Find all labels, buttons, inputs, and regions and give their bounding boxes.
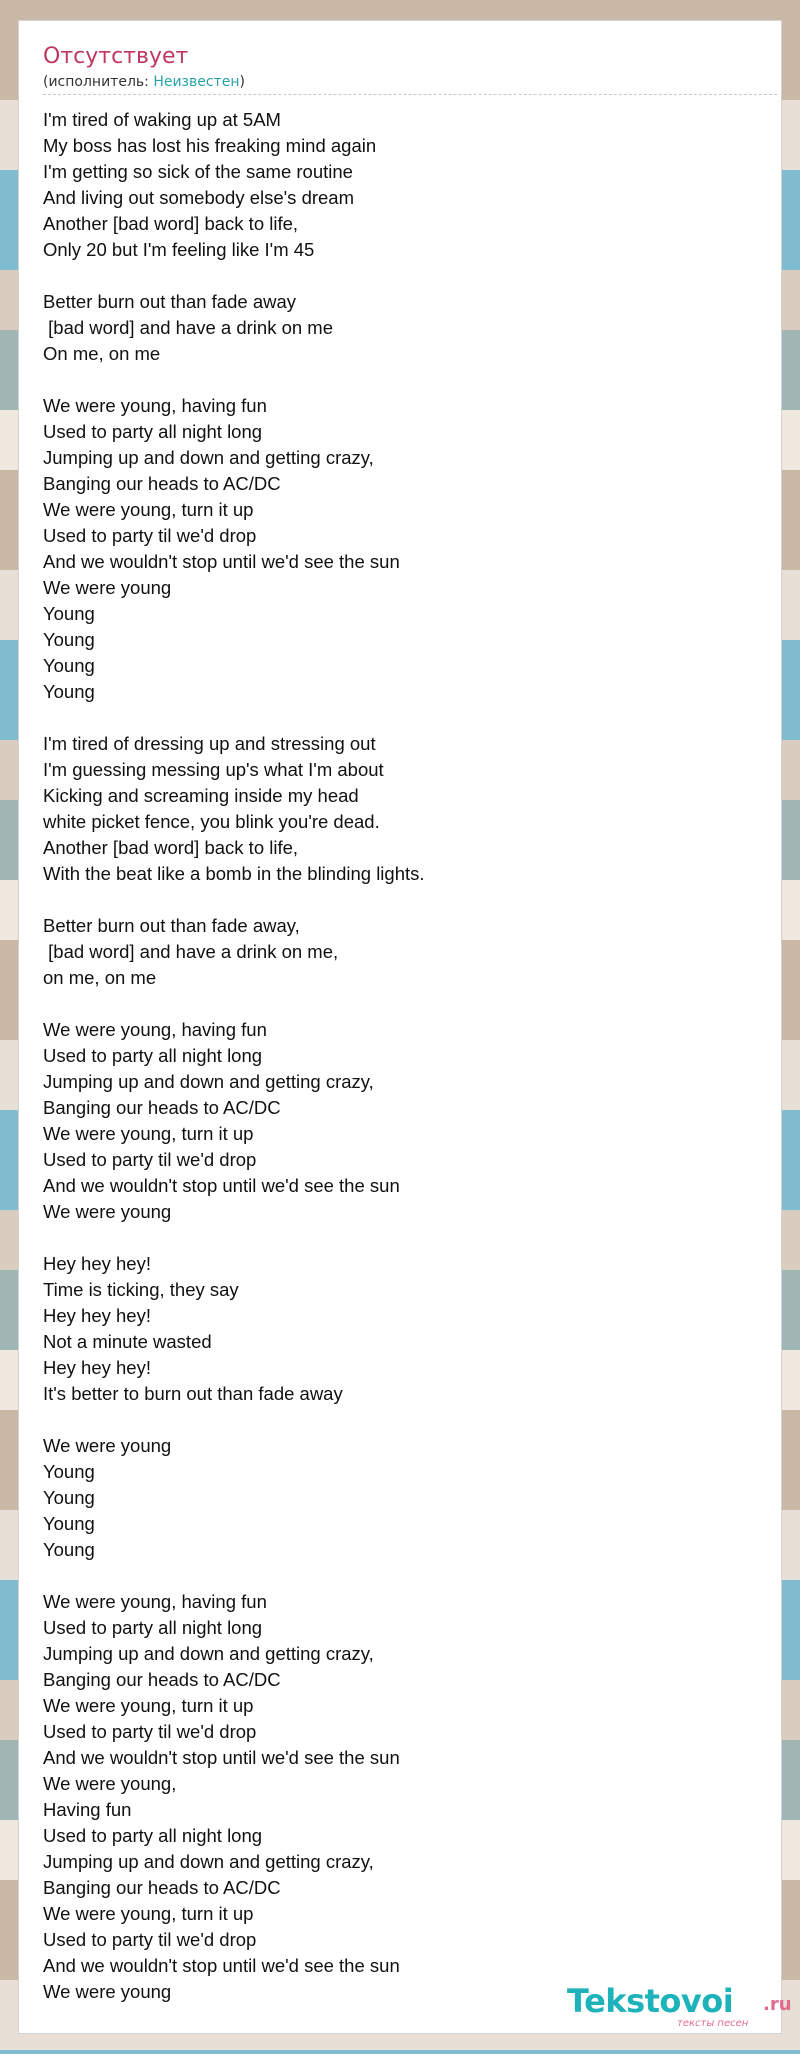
lyric-line: [bad word] and have a drink on me, xyxy=(43,941,339,962)
lyric-line: Not a minute wasted xyxy=(43,1331,212,1352)
lyric-line: We were young, turn it up xyxy=(43,1123,254,1144)
artist-link[interactable]: Неизвестен xyxy=(153,74,240,90)
lyric-line: We were young xyxy=(43,577,172,598)
lyric-line xyxy=(43,705,763,731)
lyric-line: Better burn out than fade away xyxy=(43,291,297,312)
lyric-line: on me, on me xyxy=(43,967,157,988)
lyric-line: Having fun xyxy=(43,1799,132,1820)
lyric-line: Used to party all night long xyxy=(43,1825,263,1846)
lyric-line: We were young, turn it up xyxy=(43,1695,254,1716)
header-divider xyxy=(43,94,777,95)
lyric-line: We were young, having fun xyxy=(43,1591,267,1612)
lyric-line: Young xyxy=(43,1539,95,1560)
lyric-line xyxy=(43,1225,763,1251)
logo-wordmark: Tekstovoi xyxy=(567,1982,734,2020)
lyric-line: I'm tired of dressing up and stressing out xyxy=(43,733,376,754)
lyric-line: Banging our heads to AC/DC xyxy=(43,1669,281,1690)
lyric-line: Young xyxy=(43,629,95,650)
lyric-line: On me, on me xyxy=(43,343,161,364)
lyric-line: Time is ticking, they say xyxy=(43,1279,239,1300)
lyric-line: white picket fence, you blink you're dead. xyxy=(43,811,380,832)
lyric-line: My boss has lost his freaking mind again xyxy=(43,135,377,156)
lyric-line: Used to party all night long xyxy=(43,1617,263,1638)
lyric-line: We were young, turn it up xyxy=(43,499,254,520)
lyric-line: And we wouldn't stop until we'd see the sun xyxy=(43,1747,400,1768)
lyrics-card xyxy=(18,20,792,2034)
lyric-line: Used to party all night long xyxy=(43,421,263,442)
lyric-line: Young xyxy=(43,603,95,624)
lyric-line xyxy=(43,991,763,1017)
song-title: Отсутствует xyxy=(43,44,189,69)
lyric-line: [bad word] and have a drink on me xyxy=(43,317,334,338)
lyric-line: And we wouldn't stop until we'd see the sun xyxy=(43,1175,400,1196)
lyric-line: Used to party til we'd drop xyxy=(43,1929,257,1950)
lyric-line: Banging our heads to AC/DC xyxy=(43,473,281,494)
lyric-line: Used to party til we'd drop xyxy=(43,1721,257,1742)
lyric-line: Hey hey hey! xyxy=(43,1357,151,1378)
lyric-line: I'm tired of waking up at 5AM xyxy=(43,109,281,130)
lyric-line: Banging our heads to AC/DC xyxy=(43,1097,281,1118)
lyric-line: Used to party all night long xyxy=(43,1045,263,1066)
lyric-line: I'm getting so sick of the same routine xyxy=(43,161,353,182)
lyric-line: And we wouldn't stop until we'd see the sun xyxy=(43,1955,400,1976)
lyric-line xyxy=(43,1563,763,1589)
lyric-line: And we wouldn't stop until we'd see the sun xyxy=(43,551,400,572)
lyrics-text xyxy=(43,107,763,2005)
lyric-line: Jumping up and down and getting crazy, xyxy=(43,1071,374,1092)
lyric-line: We were young, turn it up xyxy=(43,1903,254,1924)
lyric-line: Young xyxy=(43,681,95,702)
lyric-line: Kicking and screaming inside my head xyxy=(43,785,359,806)
lyric-line: We were young xyxy=(43,1981,172,2002)
logo-tagline: тексты песен xyxy=(677,2018,749,2029)
lyric-line xyxy=(43,887,763,913)
lyric-line: We were young, having fun xyxy=(43,1019,267,1040)
lyric-line: We were young xyxy=(43,1435,172,1456)
artist-line xyxy=(43,73,245,91)
lyric-line: Jumping up and down and getting crazy, xyxy=(43,1643,374,1664)
lyric-line: With the beat like a bomb in the blinding lights. xyxy=(43,863,425,884)
logo-domain: .ru xyxy=(763,1994,792,2015)
lyric-line xyxy=(43,367,763,393)
lyric-line: We were young xyxy=(43,1201,172,1222)
lyric-line: We were young, having fun xyxy=(43,395,267,416)
lyric-line: Young xyxy=(43,1461,95,1482)
lyric-line: It's better to burn out than fade away xyxy=(43,1383,343,1404)
lyric-line: Young xyxy=(43,1487,95,1508)
lyric-line: Jumping up and down and getting crazy, xyxy=(43,447,374,468)
lyric-line: And living out somebody else's dream xyxy=(43,187,355,208)
lyric-line: Young xyxy=(43,655,95,676)
lyric-line: Jumping up and down and getting crazy, xyxy=(43,1851,374,1872)
lyric-line: Another [bad word] back to life, xyxy=(43,213,299,234)
lyric-line: Hey hey hey! xyxy=(43,1305,151,1326)
lyric-line: Used to party til we'd drop xyxy=(43,1149,257,1170)
lyric-line: Used to party til we'd drop xyxy=(43,525,257,546)
lyric-line: Only 20 but I'm feeling like I'm 45 xyxy=(43,239,315,260)
artist-suffix: ) xyxy=(239,74,245,90)
lyric-line: Young xyxy=(43,1513,95,1534)
lyric-line: Better burn out than fade away, xyxy=(43,915,300,936)
lyric-line: We were young, xyxy=(43,1773,177,1794)
site-logo[interactable] xyxy=(567,1982,792,2031)
artist-prefix: (исполнитель: xyxy=(43,74,154,90)
lyric-line: I'm guessing messing up's what I'm about xyxy=(43,759,384,780)
lyric-line: Banging our heads to AC/DC xyxy=(43,1877,281,1898)
lyric-line: Hey hey hey! xyxy=(43,1253,151,1274)
lyric-line: Another [bad word] back to life, xyxy=(43,837,299,858)
lyric-line xyxy=(43,1407,763,1433)
lyric-line xyxy=(43,263,763,289)
